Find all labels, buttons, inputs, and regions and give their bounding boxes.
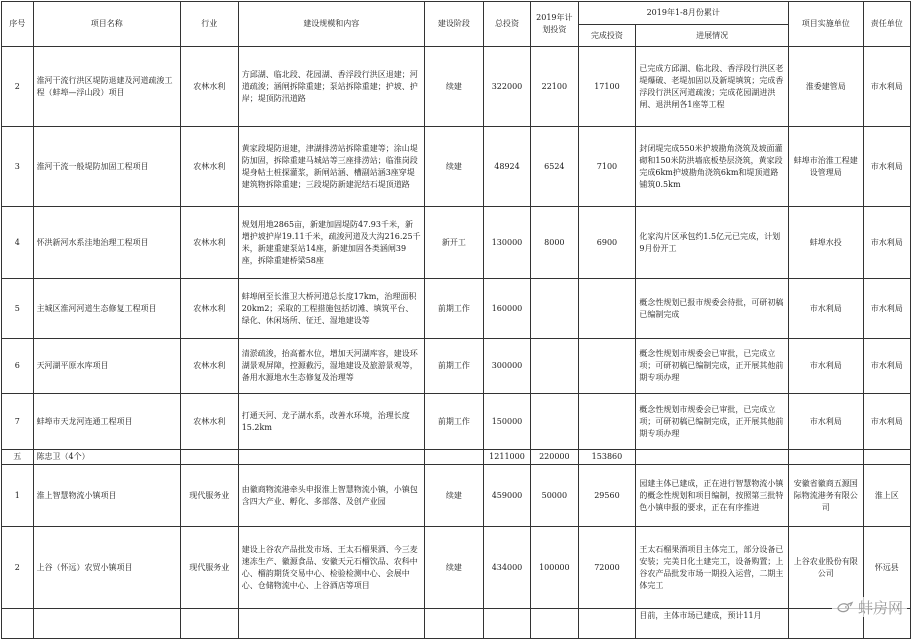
cell-name: 上谷（怀远）农贸小镇项目 — [33, 527, 180, 609]
cell-industry: 农林水利 — [180, 339, 238, 394]
cell-total: 434000 — [483, 527, 530, 609]
cell-resp-unit: 市水利局 — [863, 339, 910, 394]
cell-plan2019: 8000 — [531, 207, 578, 279]
cell-industry: 农林水利 — [180, 394, 238, 450]
cell-progress: 概念性规划市规委会已审批，已完成立项；可研初稿已编制完成，正开展其他前期专项办理 — [636, 339, 789, 394]
cell-total: 160000 — [483, 279, 530, 339]
cell-stage: 前期工作 — [424, 279, 483, 339]
header-completed: 完成投资 — [578, 25, 636, 47]
section-row — [2, 450, 911, 465]
cell-progress: 王太石榴果酒项目主体完工，部分设备已安装；完美日化土建完工，设备购置；上谷农产品批发市场一期投入运营，二期主体完工 — [636, 527, 789, 609]
header-scale: 建设规模和内容 — [238, 2, 424, 47]
cell-stage: 新开工 — [424, 207, 483, 279]
cell-resp-unit: 淮上区 — [863, 465, 910, 527]
cell-resp-unit: 市水利局 — [863, 279, 910, 339]
cell-plan2019 — [531, 394, 578, 450]
header-seq: 序号 — [2, 2, 34, 47]
cell-industry: 农林水利 — [180, 279, 238, 339]
cell-scale: 方邱湖、临北段、花园湖、香浮段行洪区退建；河道疏浚；涵闸拆除重建；泵站拆除重建；护坡、护岸；堤顶防汛道路 — [238, 47, 424, 127]
cell-plan2019 — [531, 339, 578, 394]
cell-seq: 6 — [2, 339, 34, 394]
section-completed: 153860 — [578, 450, 636, 465]
cell-impl-unit: 安徽省徽商五源国际物流港务有限公司 — [788, 465, 863, 527]
cell-impl-unit: 上谷农业股份有限公司 — [788, 527, 863, 609]
cell-stage: 续建 — [424, 47, 483, 127]
cell-seq: 3 — [2, 127, 34, 207]
header-progress: 进展情况 — [636, 25, 789, 47]
cell-completed: 29560 — [578, 465, 636, 527]
cell-completed: 72000 — [578, 527, 636, 609]
table-row — [2, 207, 911, 279]
cell-scale: 蚌埠闸至长淮卫大桥河道总长度17km，治理面积20km2；采取的工程措施包括切滩、填筑平台、绿化、休闲场所、征迁、湿地建设等 — [238, 279, 424, 339]
cell-name: 蚌埠市天龙河连通工程项目 — [33, 394, 180, 450]
section-total: 1211000 — [483, 450, 530, 465]
section-seq: 五 — [2, 450, 34, 465]
cell-progress: 目前，主体市场已建成，预计11月 — [636, 609, 789, 639]
cell-impl-unit: 市水利局 — [788, 394, 863, 450]
cell-plan2019: 6524 — [531, 127, 578, 207]
cell-impl-unit: 市水利局 — [788, 279, 863, 339]
table-row — [2, 465, 911, 527]
cell-resp-unit: 市水利局 — [863, 127, 910, 207]
cell-completed: 6900 — [578, 207, 636, 279]
cell-total: 459000 — [483, 465, 530, 527]
project-table — [1, 1, 911, 639]
watermark-text: 蚌房网 — [857, 598, 903, 617]
header-cum-group: 2019年1-8月份累计 — [578, 2, 788, 25]
cell-plan2019: 50000 — [531, 465, 578, 527]
cell-stage: 前期工作 — [424, 339, 483, 394]
cell-total: 322000 — [483, 47, 530, 127]
cell-industry: 农林水利 — [180, 207, 238, 279]
section-name: 陈忠卫（4个） — [33, 450, 180, 465]
cell-progress: 封闭堤完成550米护坡勘角浇筑及坡面灌砌和150米防洪墙底板垫层浇筑，黄家段完成6km护坡勘角浇筑6km和堤顶道路铺筑0.5km — [636, 127, 789, 207]
cell-completed — [578, 279, 636, 339]
cell-industry: 现代服务业 — [180, 527, 238, 609]
cell-progress: 化家沟片区承包约1.5亿元已完成，计划9月份开工 — [636, 207, 789, 279]
cell-impl-unit: 蚌埠水投 — [788, 207, 863, 279]
cell-plan2019: 100000 — [531, 527, 578, 609]
cell-name: 主城区淮河河道生态修复工程项目 — [33, 279, 180, 339]
cell-resp-unit: 怀远县 — [863, 527, 910, 609]
cell-completed: 7100 — [578, 127, 636, 207]
cell-impl-unit: 市水利局 — [788, 339, 863, 394]
cell-industry: 农林水利 — [180, 127, 238, 207]
watermark — [832, 597, 907, 617]
cell-seq: 4 — [2, 207, 34, 279]
header-industry: 行业 — [180, 2, 238, 47]
cell-total: 150000 — [483, 394, 530, 450]
cell-scale: 规划用地2865亩，新建加固堤防47.93千米，新增护坡护岸19.11千米，疏浚河道及大沟216.25千米，新建重建泵站14座，新建加固各类涵闸39座，拆除重建桥梁58座 — [238, 207, 424, 279]
cell-scale: 打通天河、龙子湖水系，改善水环境，治理长度15.2km — [238, 394, 424, 450]
table-row — [2, 394, 911, 450]
cell-progress: 概念性规划已报市规委会待批，可研初稿已编制完成 — [636, 279, 789, 339]
table-row-partial — [2, 609, 911, 639]
cell-name: 淮河干流一般堤防加固工程项目 — [33, 127, 180, 207]
cell-stage: 续建 — [424, 527, 483, 609]
cell-stage: 前期工作 — [424, 394, 483, 450]
cell-scale: 黄家段堤防退建，津湖排涝站拆除重建等；涂山堤防加固，拆除重建马城站等三座排涝站；临淮岗段堤身帖土桩探灌浆，新闸站涵、槽副站涵3座穿堤建筑物拆除重建；三段堤防新建泥结石堤顶道路 — [238, 127, 424, 207]
cell-progress: 已完成方邱湖、临北段、香浮段行洪区老堤爆破、老堤加固以及新堤填筑；完成香浮段行洪区河道疏浚；完成花园湖进洪闸、退洪闸各1座等工程 — [636, 47, 789, 127]
table-row — [2, 527, 911, 609]
table-row — [2, 47, 911, 127]
cell-stage: 续建 — [424, 127, 483, 207]
cell-impl-unit: 蚌埠市治淮工程建设管理局 — [788, 127, 863, 207]
cell-seq: 5 — [2, 279, 34, 339]
table-row — [2, 279, 911, 339]
section-plan2019: 220000 — [531, 450, 578, 465]
header-plan2019: 2019年计划投资 — [531, 2, 578, 47]
cell-progress: 概念性规划市规委会已审批，已完成立项；可研初稿已编制完成，正开展其他前期专项办理 — [636, 394, 789, 450]
cell-resp-unit: 市水利局 — [863, 47, 910, 127]
cell-resp-unit: 市水利局 — [863, 207, 910, 279]
cell-industry: 现代服务业 — [180, 465, 238, 527]
cell-scale: 建设上谷农产品批发市场、王太石榴果酒、今三麦速冻生产、徽源食品、安徽天元石榴饮品、农科中心、榴韵期货交易中心、检验检测中心、会展中心、仓储物流中心、上谷酒店等项目 — [238, 527, 424, 609]
cell-seq: 1 — [2, 465, 34, 527]
cell-total: 130000 — [483, 207, 530, 279]
cell-seq: 7 — [2, 394, 34, 450]
cell-seq: 2 — [2, 527, 34, 609]
cell-plan2019 — [531, 279, 578, 339]
cell-total: 300000 — [483, 339, 530, 394]
cell-scale: 由徽商物流港牵头申报淮上智慧物流小镇，小镇包含四大产业、孵化、多部落、及创产业园 — [238, 465, 424, 527]
cell-name: 怀洪新河水系洼地治理工程项目 — [33, 207, 180, 279]
header-stage: 建设阶段 — [424, 2, 483, 47]
cell-seq: 2 — [2, 47, 34, 127]
header-impl-unit: 项目实施单位 — [788, 2, 863, 47]
cell-industry: 农林水利 — [180, 47, 238, 127]
cell-stage: 续建 — [424, 465, 483, 527]
cell-impl-unit: 淮委建管局 — [788, 47, 863, 127]
header-name: 项目名称 — [33, 2, 180, 47]
cell-name: 淮河干流行洪区堤防退建及河道疏浚工程（蚌埠—浮山段）项目 — [33, 47, 180, 127]
header-total: 总投资 — [483, 2, 530, 47]
cell-scale: 清淤疏浚，抬高蓄水位，增加天河湖库容，建设环湖景观屏障，控源截污，湿地建设及旅游景观等，备用水源地水生态修复及治理等 — [238, 339, 424, 394]
cell-completed: 17100 — [578, 47, 636, 127]
cell-resp-unit: 市水利局 — [863, 394, 910, 450]
cell-name: 淮上智慧物流小镇项目 — [33, 465, 180, 527]
header-resp-unit: 责任单位 — [863, 2, 910, 47]
cell-plan2019: 22100 — [531, 47, 578, 127]
weibo-bird-icon — [836, 600, 854, 614]
cell-completed — [578, 394, 636, 450]
cell-total: 48924 — [483, 127, 530, 207]
cell-completed — [578, 339, 636, 394]
cell-name: 天河湖平原水库项目 — [33, 339, 180, 394]
cell-progress: 园建主体已建成，正在进行智慧物流小镇的概念性规划和项目编制，按照第三批特色小镇申报的要求，正在有序推进 — [636, 465, 789, 527]
table-row — [2, 127, 911, 207]
table-row — [2, 339, 911, 394]
